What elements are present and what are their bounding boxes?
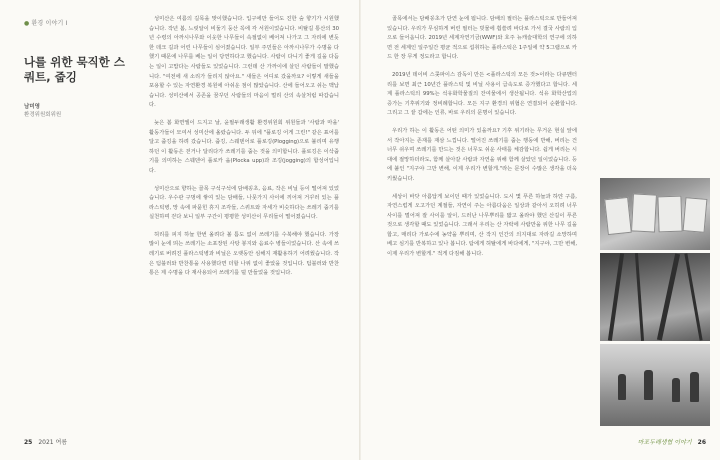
sign-board <box>657 196 682 233</box>
photo-hikers <box>600 344 710 426</box>
tree-trunk <box>635 253 644 341</box>
body-column-1 <box>149 15 339 287</box>
paragraph: 늦은 봄 화면엘이 드지고 날, 윤필두래생활 환경위원회 위원들과 '사람과 마을' 활동가들이 모여서 성미산에 올랐습니다. 두 뒤에 "플로깅 어게 그린!" 같은 표어를 달고 줍깅을 하려 갔습니다. 줍깅, 스웨덴어로 플로깅(Plogging)으로 불리며 유행하던 이 활동은 걷거나 달리다가 쓰레기를 줍는 것을 의미합니다. 플로깅은 이삭줍기를 의미하는 스웨덴어 플로카 웁(Plocka upp)과 조깅(jogging)의 합성어입니다. <box>149 119 339 174</box>
paragraph: 세상이 바닷 아름답게 보이던 때가 있었습니다. 도시 몇 푸른 하늘과 하얀 구름, 자연스럽게 오고가던 계절들, 자연이 주는 아름다움은 일상과 같아서 오히려 너무 사이를 멀어져 잘 사이를 알이, 드러난 나무뿌리를 밟고 올라야 했던 산길이 푸른 것으로 생각할 때도 있었습니다. 그래서 우리는 산 자락에 사람만을 위한 나무 길을 합고, 매리다 가로수에 농약을 뿌리며, 산 작지 인간의 의지대로 자라길 소망하며 베고 심기를 반복하고 있나 봅니다. 탐에게 허탈에게 바다에게, "지구야, 그만 변해, 이제 우리가 변할게." 적게 다짐해 봅니다. <box>387 193 577 258</box>
sign-board <box>683 197 708 233</box>
author-org: 환경위원회위원 <box>24 112 62 118</box>
paragraph: 골목에서는 담배꽁초가 단연 눈에 띕니다. 담배의 필터는 플라스틱으로 만들어져 있습니다. 우리가 무심하게 버린 필터는 빗물에 휩쓸려 바다로 가서 결국 사람의 입으로 들어옵니다. 2019년 세계자연기금(WWF)와 호주 뉴캐슬대학의 연구에 의하면 전 세계인 일주일간 평균 적으로 섭취하는 플라스틱은 1주일에 약 5그램으로 카드 한 장 무게 정도라고 합니다. <box>387 16 577 61</box>
body-column-2 <box>387 15 577 268</box>
paragraph: 성미산은 여름의 길목을 맞이했습니다. 입구에만 들어도 진한 숲 향기가 시원했습니다. 작년 봄, 느릿알이 비둘기 둥산 꼭에 각 서원이었습니다. 비탈길 통산의 30년 수령의 아까시나무와 이웃한 나무들이 속절없이 베어져 나가고 그 자리에 변듯한 데크 길과 어린 나무들이 심어졌습니다. 일부 주민들은 아까시나무가 수명을 다했기 때문에 나무를 베는 일이 당연하다고 했습니다. 사람이 다니기 좋게 길을 다듬는 일이 고맙다는 사람들도 있었습니다. 그런데 산 가까이에 살던 사람들이 말했습니다. "여전에 새 소리가 들리지 않아요." 새들은 어디로 갔을까요? 이렇게 새들을 포용할 수 있는 자연환경 복원에 아쉬운 점이 많았습니다. 산에 들어오고 쉬는 맥납습니다. 성미산에서 공존을 꿈꾸던 사람들의 마음이 멀리 산의 속살처럼 따갑습니다. <box>149 16 339 109</box>
page-number-left: 25 <box>24 439 33 446</box>
paragraph: 2019년 데이비 스콧파이스 감독이 만든 <플라스틱의 모든 것>이라는 다큐멘터리를 보면 최근 10년간 플라스틱 및 비닐 사용이 급속도로 증가했다고 합니다. 세계 플라스틱의 99%는 석유화학물질의 잔여물에서 생산됩니다. 석유 화학산업의 증가는 기후위기와 정비례합니다. 모든 지구 환경의 위협은 연결되어 순환합니다. 그리고 그 끝 갑에는 인류, 바로 우리의 문명이 있습니다. <box>387 71 577 117</box>
tree-trunk <box>684 253 702 340</box>
photo-forest-trail <box>600 253 710 341</box>
footer-right <box>638 437 706 446</box>
photo-sign-tags <box>600 178 710 250</box>
article-title: 나를 위한 묵직한 스쿼트, 줍깅 <box>24 55 125 84</box>
section-tab <box>24 18 68 27</box>
paragraph: 우리가 하는 이 활동은 어떤 의미가 있을까요? 기후 위기라는 무거운 현실 앞에서 작아지는 존재를 재삼 느낍니다. 떨어진 쓰레기를 줍는 행동에 반해, 버리는 건 너무 쉬우며 쓰레기를 만드는 것은 너무도 쉬운 사태를 체감합니다. 쉽게 버리는 시대에 절망하더라도, 함께 살아갈 사람과 자연을 위해 함께 살았던 일이었습니다. 등에 붙인 "지구야 그만 변해, 이제 우리가 변할게."라는 문장이 수많은 생각을 더욱 키웠습니다. <box>387 127 577 182</box>
magazine-mark: 마포두레생협 이야기 <box>637 439 692 446</box>
hiker-figure <box>618 374 626 400</box>
paragraph: 허리를 피지 하늘 한번 올려다 볼 틈도 없이 쓰레기를 수북해야 했습니다. 가장 많이 눈에 띄는 쓰레기는 소포장된 사탕 봉지와 음료수 병들이었습니다. 산 속에 쓰레기로 버려진 플라스틱병과 비닐은 오랫동안 심해지 재활용하기 어려웠습니다. 작은 텀블러와 반찬통을 사용했다면 더할 나위 없이 좋았을 것입니다. 텀블러와 반찬통은 제 수명을 다 재사용되어 쓰레기를 덜 만들었을 것입니다. <box>149 231 339 277</box>
bullet-icon: ● <box>24 20 30 27</box>
author-name: 남미영 <box>24 104 40 110</box>
footer-left <box>24 437 67 446</box>
paragraph: 성미산으로 향하는 골목 구석구석에 담배꽁초, 음료, 작은 비닐 등이 떨어져 있었습니다. 우수관 구멍에 쌓여 있는 담배들, 나뭇가지 사이에 끼어져 거꾸러 있는 플라스틱병, 망 속에 파묻힌 휴지 조각들, 스퀴트와 자세가 비슷하다는 쓰레기 줍기를 실천하며 걷다 보니 일부 구간이 평평한 성미산이 무리들이 떨어졌습니다. <box>149 185 339 221</box>
tree-trunk <box>608 253 624 341</box>
issue-label: 2021 여름 <box>38 439 68 446</box>
page-gutter <box>359 0 361 460</box>
hiker-figure <box>644 370 653 400</box>
tree-trunk <box>657 253 680 340</box>
page-number-right: 26 <box>697 439 706 446</box>
sign-board <box>604 197 632 235</box>
hiker-figure <box>672 378 680 402</box>
sign-board <box>631 193 657 232</box>
section-label: 환경 이야기 I <box>31 20 68 27</box>
hiker-figure <box>690 372 699 402</box>
byline <box>24 103 61 119</box>
